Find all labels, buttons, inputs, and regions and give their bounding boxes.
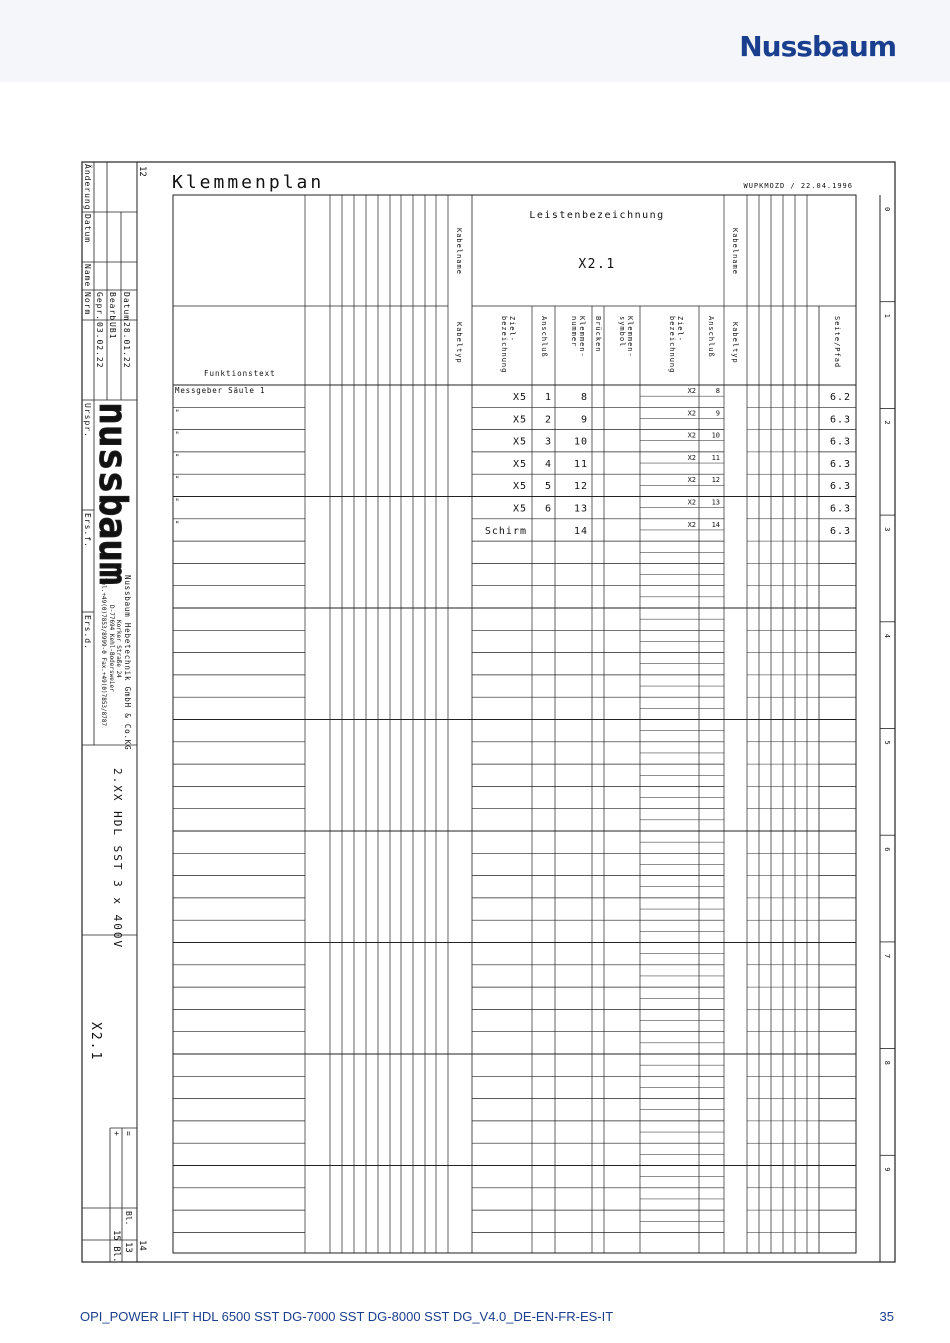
row-seite-pfad: 6.2	[829, 392, 851, 403]
row-klemmennummer: 10	[573, 436, 588, 448]
nussbaum-logo: nussbaum	[91, 402, 135, 586]
row-klemmennummer: 11	[573, 458, 588, 470]
titleblock-label: Änderung	[83, 164, 92, 211]
col-seite-pfad: Seite/Pfad	[833, 316, 841, 369]
row-zielbezeichnung: X5	[512, 481, 527, 493]
col-klemmensymbol: Klemmen-	[626, 316, 634, 358]
row-zielbezeichnung: X5	[512, 392, 527, 403]
col-zielbezeichnung: Ziel-	[508, 316, 516, 343]
col-zielbezeichnung-right: Ziel-	[676, 316, 684, 343]
product-name: 2.XX HDL SST 3 x 400V	[111, 768, 124, 950]
scale-mark: 3	[883, 527, 891, 532]
row-funktionstext: "	[175, 519, 181, 529]
row-zielbezeichnung: X5	[512, 503, 527, 515]
sheet-reference: WUPKMOZD / 22.04.1996	[743, 182, 853, 190]
row-anschluss-right: 13	[711, 498, 720, 507]
scale-mark: 0	[883, 207, 891, 212]
row-ziel-right: X2	[687, 476, 696, 485]
strip-name: X2.1	[578, 257, 616, 272]
row-funktionstext: "	[175, 408, 181, 418]
row-anschluss-right: 9	[715, 409, 720, 418]
row-funktionstext: "	[175, 430, 181, 440]
footer-page-number: 35	[879, 1309, 894, 1324]
row-klemmennummer: 14	[573, 525, 588, 537]
row-seite-pfad: 6.3	[829, 436, 851, 448]
row-anschluss: 3	[544, 436, 552, 448]
scale-mark: 2	[883, 420, 891, 425]
col-klemmennummer: nummer	[570, 316, 578, 348]
titleblock-label: Norm	[83, 292, 92, 316]
row-zielbezeichnung: X5	[512, 414, 527, 426]
col-anschluss-right: Anschluß	[707, 316, 715, 358]
strip-id: X2.1	[88, 1022, 103, 1062]
row-funktionstext: "	[175, 452, 181, 462]
urspr-label: Urspr.	[83, 403, 92, 438]
row-ziel-right: X2	[687, 498, 696, 507]
sheet-number-bottom: 14	[137, 1240, 147, 1251]
brand-logo: Nussbaum	[739, 30, 896, 63]
row-klemmennummer: 8	[580, 392, 588, 403]
sheet-bl-label: Bl.	[124, 1211, 133, 1226]
col-funktionstext: Funktionstext	[204, 369, 276, 378]
titleblock-label: Datum	[83, 214, 92, 244]
row-anschluss: 6	[544, 503, 552, 515]
row-seite-pfad: 6.3	[829, 414, 851, 426]
plus-sign: +	[112, 1131, 121, 1136]
row-klemmennummer: 9	[580, 414, 588, 426]
company-city: D-77694 Kehl-Bodersweier	[108, 605, 115, 692]
ers-f-label: Ers.f.	[83, 513, 92, 548]
row-seite-pfad: 6.3	[829, 481, 851, 493]
gepr-label: Gepr.	[95, 292, 104, 322]
col-zielbezeichnung-right: bezeichnung	[668, 316, 676, 374]
col-klemmennummer: Klemmen-	[578, 316, 586, 358]
row-anschluss: 5	[544, 481, 552, 493]
scale-mark: 7	[883, 953, 891, 959]
row-anschluss-right: 12	[711, 476, 720, 485]
company-phone: Tel.+49(0)7853/8999-0 Fax.+49(0)7853/8787	[100, 578, 107, 727]
datum-value: 28.01.22	[122, 322, 131, 369]
footer-document-name: OPI_POWER LIFT HDL 6500 SST DG-7000 SST DG-8000 SST DG_V4.0_DE-EN-FR-ES-IT	[80, 1309, 614, 1324]
row-anschluss-right: 11	[711, 453, 720, 462]
col-kabeltyp-right: Kabeltyp	[731, 322, 739, 364]
gepr-value: 03.02.22	[95, 322, 104, 369]
row-funktionstext: "	[175, 475, 181, 485]
equals-sign: =	[124, 1131, 133, 1136]
row-anschluss: 1	[544, 392, 552, 403]
company-name: Nussbaum Hebetechnik GmbH & Co.KG	[123, 575, 132, 751]
row-anschluss-right: 10	[711, 431, 720, 440]
row-seite-pfad: 6.3	[829, 458, 851, 470]
col-klemmensymbol: symbol	[618, 316, 626, 348]
scale-mark: 4	[883, 633, 891, 639]
scale-mark: 8	[883, 1060, 891, 1065]
bearb-value: UB1	[108, 322, 117, 340]
col-anschluss: Anschluß	[540, 316, 548, 358]
ers-d-label: Ers.d.	[83, 615, 92, 650]
row-ziel-right: X2	[687, 453, 696, 462]
scale-mark: 5	[883, 740, 891, 745]
row-ziel-right: X2	[687, 409, 696, 418]
row-zielbezeichnung: Schirm	[484, 525, 527, 537]
row-funktionstext: Messgeber Säule 1	[175, 386, 266, 395]
cable-name-right: Kabelname	[731, 228, 739, 275]
col-bruecken: Brücken	[594, 316, 602, 353]
datum-label: Datum	[122, 292, 131, 322]
row-seite-pfad: 6.3	[829, 503, 851, 515]
row-seite-pfad: 6.3	[829, 525, 851, 537]
cable-name-left: Kabelname	[455, 228, 463, 275]
row-funktionstext: "	[175, 497, 181, 507]
sheet-title: Klemmenplan	[172, 172, 325, 193]
scale-mark: 1	[883, 313, 891, 318]
row-klemmennummer: 12	[573, 481, 588, 493]
bearb-label: Bearb.	[108, 292, 117, 327]
row-klemmennummer: 13	[573, 503, 588, 515]
col-zielbezeichnung: bezeichnung	[500, 316, 508, 374]
sheet-total: 15 Bl.	[111, 1230, 121, 1263]
row-ziel-right: X2	[687, 387, 696, 395]
row-anschluss: 2	[544, 414, 552, 426]
row-zielbezeichnung: X5	[512, 436, 527, 448]
col-kabeltyp-left: Kabeltyp	[455, 322, 463, 364]
company-street: Korker Straße 24	[115, 620, 122, 678]
row-anschluss-right: 8	[715, 387, 720, 395]
sheet-bl-number: 13	[123, 1242, 133, 1253]
row-anschluss: 4	[544, 458, 552, 470]
row-zielbezeichnung: X5	[512, 458, 527, 470]
sheet-number-top: 12	[137, 166, 147, 177]
row-anschluss-right: 14	[711, 520, 720, 529]
titleblock-label: Name	[83, 264, 92, 288]
scale-mark: 6	[883, 847, 891, 852]
scale-mark: 9	[883, 1167, 891, 1172]
row-ziel-right: X2	[687, 520, 696, 529]
row-ziel-right: X2	[687, 431, 696, 440]
strip-label: Leistenbezeichnung	[529, 210, 665, 221]
